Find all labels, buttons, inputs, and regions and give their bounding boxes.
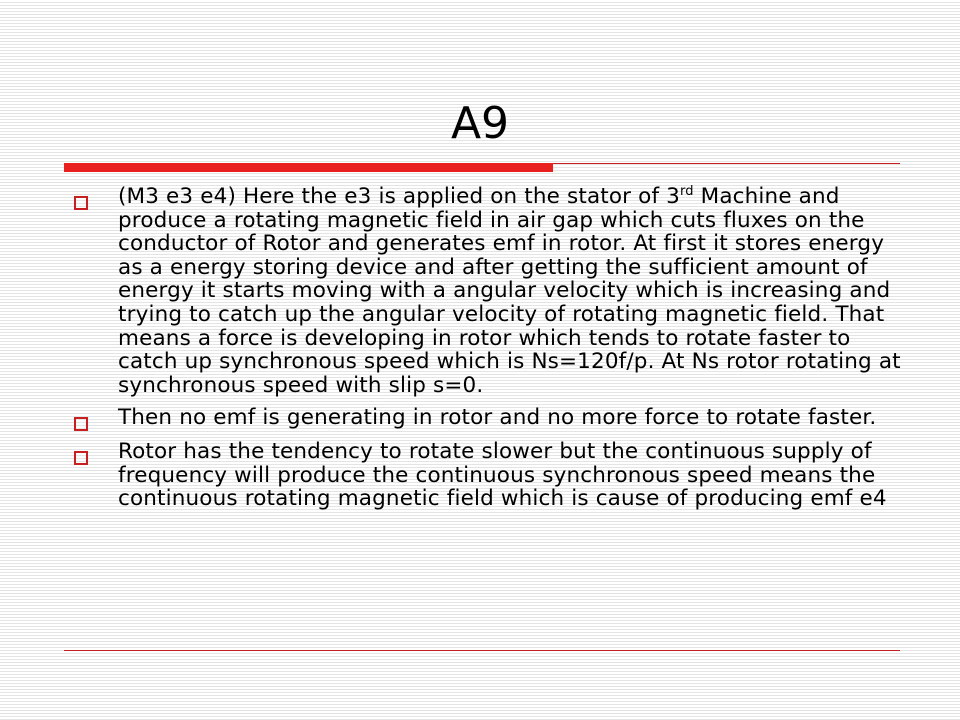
hollow-square-icon <box>74 417 88 431</box>
title-accent-bar <box>64 163 553 172</box>
bottom-divider <box>64 650 900 651</box>
bullet-text-3: Rotor has the tendency to rotate slower but the continuous supply of frequency will produce the continuous synchronous speed means the continuous rotating magnetic field which is cause of producing emf e4 <box>118 438 887 512</box>
slide-title: A9 <box>450 98 510 149</box>
bullet-text-1-start: (M3 e3 e4) Here the e3 is applied on the stator of 3 <box>118 184 680 209</box>
bullet-text-1-rest: Machine and produce a rotating magnetic field in air gap which cuts fluxes on the conductor of Rotor and generates emf in rotor. At first it stores energy as a energy storing device and after getting the sufficient amount of energy it starts moving with a angular velocity which is increasing and trying to catch up the angular velocity of rotating magnetic field. That means a force is developing in rotor which tends to rotate faster to catch up synchronous speed which is Ns=120f/p. At Ns rotor rotating at synchronous speed with slip s=0. <box>118 184 901 398</box>
bullet-list <box>74 185 904 521</box>
bullet-text-2: Then no emf is generating in rotor and no more force to rotate faster. <box>118 405 877 431</box>
hollow-square-icon <box>74 451 88 465</box>
bullet-item-1 <box>74 185 904 397</box>
bullet-text-1 <box>118 185 904 397</box>
hollow-square-icon <box>74 196 88 210</box>
bullet-item-2 <box>74 406 904 430</box>
superscript-rd: rd <box>679 184 694 199</box>
bullet-item-3 <box>74 440 904 511</box>
